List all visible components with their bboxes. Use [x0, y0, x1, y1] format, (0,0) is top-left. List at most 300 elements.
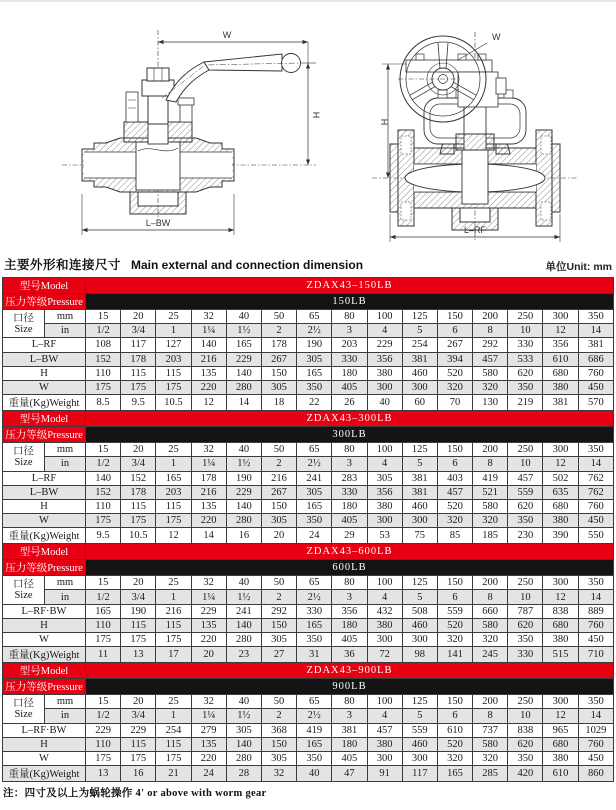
size-mm-cell: 65 — [297, 576, 332, 590]
size-mm-cell: 250 — [508, 695, 543, 709]
dim-value-cell: 75 — [402, 528, 437, 544]
dim-value-cell: 279 — [191, 723, 226, 737]
dim-value-cell: 403 — [437, 471, 472, 485]
size-in-cell: 8 — [473, 590, 508, 604]
size-in-cell: 2 — [261, 709, 296, 723]
dim-value-cell: 190 — [226, 471, 261, 485]
dim-value-cell: 280 — [226, 751, 261, 765]
dim-value-cell: 47 — [332, 766, 367, 782]
dim-value-cell: 110 — [86, 499, 121, 513]
dim-value-cell: 381 — [402, 485, 437, 499]
dim-value-cell: 216 — [156, 604, 191, 618]
size-label: 口径 Size — [3, 695, 45, 723]
size-mm-cell: 80 — [332, 310, 367, 324]
dim-value-cell: 457 — [367, 723, 402, 737]
dim-value-cell: 300 — [402, 514, 437, 528]
dim-value-cell: 70 — [437, 395, 472, 411]
dim-row-label: W — [3, 380, 86, 394]
size-mm-cell: 40 — [226, 695, 261, 709]
dim-value-cell: 305 — [261, 751, 296, 765]
dim-value-cell: 450 — [578, 380, 613, 394]
dim-value-cell: 280 — [226, 380, 261, 394]
dim-value-cell: 175 — [156, 514, 191, 528]
pressure-label: 压力等级Pressure — [3, 294, 86, 310]
dim-value-cell: 330 — [508, 647, 543, 663]
dim-value-cell: 241 — [226, 604, 261, 618]
dim-value-cell: 180 — [332, 618, 367, 632]
dim-value-cell: 457 — [473, 352, 508, 366]
dim-value-cell: 350 — [297, 514, 332, 528]
dim-value-cell: 26 — [332, 395, 367, 411]
unit-in-label: in — [45, 324, 86, 338]
size-in-cell: 1/2 — [86, 709, 121, 723]
dim-value-cell: 570 — [578, 395, 613, 411]
dim-value-cell: 305 — [297, 485, 332, 499]
dim-value-cell: 860 — [578, 766, 613, 782]
dim-value-cell: 11 — [86, 647, 121, 663]
dim-value-cell: 60 — [402, 395, 437, 411]
dim-value-cell: 18 — [261, 395, 296, 411]
dim-value-cell: 405 — [332, 514, 367, 528]
size-in-cell: 1 — [156, 324, 191, 338]
dim-value-cell: 178 — [261, 338, 296, 352]
dim-value-cell: 300 — [402, 633, 437, 647]
dim-value-cell: 229 — [226, 352, 261, 366]
dim-value-cell: 460 — [402, 366, 437, 380]
dim-value-cell: 635 — [543, 485, 578, 499]
dim-value-cell: 356 — [332, 604, 367, 618]
size-mm-cell: 20 — [121, 443, 156, 457]
size-mm-cell: 300 — [543, 695, 578, 709]
dim-value-cell: 180 — [332, 366, 367, 380]
dim-value-cell: 520 — [437, 366, 472, 380]
dim-value-cell: 559 — [508, 485, 543, 499]
dim-row-label: 重量(Kg)Weight — [3, 766, 86, 782]
size-in-cell: 2½ — [297, 457, 332, 471]
left-dim-label-h: H — [311, 111, 321, 119]
dim-value-cell: 521 — [473, 485, 508, 499]
dim-value-cell: 405 — [332, 633, 367, 647]
size-label: 口径 Size — [3, 576, 45, 604]
size-in-cell: 12 — [543, 324, 578, 338]
size-in-cell: 3/4 — [121, 457, 156, 471]
size-mm-cell: 20 — [121, 310, 156, 324]
size-in-cell: 2 — [261, 457, 296, 471]
dim-value-cell: 219 — [508, 395, 543, 411]
dim-value-cell: 405 — [332, 380, 367, 394]
dim-value-cell: 165 — [297, 366, 332, 380]
dim-value-cell: 300 — [367, 751, 402, 765]
dim-value-cell: 305 — [261, 514, 296, 528]
dim-value-cell: 115 — [156, 618, 191, 632]
dim-value-cell: 420 — [508, 766, 543, 782]
size-in-cell: 14 — [578, 324, 613, 338]
size-mm-cell: 25 — [156, 576, 191, 590]
dim-value-cell: 178 — [191, 471, 226, 485]
dim-value-cell: 380 — [543, 751, 578, 765]
dim-value-cell: 350 — [508, 633, 543, 647]
size-in-cell: 1½ — [226, 457, 261, 471]
dim-row-label: W — [3, 751, 86, 765]
dim-value-cell: 580 — [473, 366, 508, 380]
size-in-cell: 10 — [508, 709, 543, 723]
dim-value-cell: 300 — [367, 380, 402, 394]
dim-value-cell: 32 — [261, 766, 296, 782]
dim-value-cell: 175 — [156, 380, 191, 394]
size-in-cell: 1/2 — [86, 457, 121, 471]
size-mm-cell: 50 — [261, 695, 296, 709]
size-in-cell: 3 — [332, 709, 367, 723]
dim-value-cell: 680 — [543, 737, 578, 751]
size-mm-cell: 40 — [226, 576, 261, 590]
dim-value-cell: 760 — [578, 618, 613, 632]
dim-value-cell: 267 — [437, 338, 472, 352]
dim-row-label: H — [3, 366, 86, 380]
dim-value-cell: 98 — [402, 647, 437, 663]
dim-value-cell: 165 — [297, 618, 332, 632]
dim-value-cell: 165 — [226, 338, 261, 352]
dim-value-cell: 203 — [156, 485, 191, 499]
dim-value-cell: 165 — [297, 499, 332, 513]
dim-value-cell: 381 — [402, 352, 437, 366]
dim-value-cell: 17 — [156, 647, 191, 663]
dim-value-cell: 140 — [86, 471, 121, 485]
dim-value-cell: 91 — [367, 766, 402, 782]
size-in-cell: 5 — [402, 457, 437, 471]
dim-value-cell: 22 — [297, 395, 332, 411]
dim-value-cell: 190 — [297, 338, 332, 352]
size-mm-cell: 125 — [402, 310, 437, 324]
dim-value-cell: 216 — [261, 471, 296, 485]
size-mm-cell: 200 — [473, 695, 508, 709]
dim-value-cell: 141 — [437, 647, 472, 663]
size-in-cell: 1¼ — [191, 709, 226, 723]
dim-value-cell: 216 — [191, 485, 226, 499]
section-title-bar — [0, 254, 616, 277]
section-title-en: Main external and connection dimension — [131, 258, 364, 272]
dim-value-cell: 520 — [437, 737, 472, 751]
dim-value-cell: 140 — [226, 499, 261, 513]
dim-value-cell: 405 — [332, 751, 367, 765]
dim-value-cell: 320 — [437, 751, 472, 765]
dim-value-cell: 330 — [332, 485, 367, 499]
left-valve-drawing — [62, 30, 316, 235]
dim-value-cell: 368 — [261, 723, 296, 737]
size-in-cell: 5 — [402, 590, 437, 604]
dim-value-cell: 559 — [437, 604, 472, 618]
dim-value-cell: 356 — [367, 485, 402, 499]
dim-value-cell: 787 — [508, 604, 543, 618]
dim-value-cell: 140 — [191, 338, 226, 352]
dim-value-cell: 36 — [332, 647, 367, 663]
dim-value-cell: 175 — [156, 633, 191, 647]
dim-value-cell: 203 — [156, 352, 191, 366]
dim-value-cell: 838 — [508, 723, 543, 737]
size-in-cell: 1½ — [226, 590, 261, 604]
dim-value-cell: 580 — [473, 499, 508, 513]
dim-value-cell: 216 — [191, 352, 226, 366]
dim-value-cell: 9.5 — [121, 395, 156, 411]
model-value: ZDAX43–150LB — [86, 278, 614, 294]
size-in-cell: 1½ — [226, 324, 261, 338]
dim-row-label: 重量(Kg)Weight — [3, 528, 86, 544]
dim-value-cell: 115 — [121, 499, 156, 513]
size-in-cell: 10 — [508, 324, 543, 338]
dim-value-cell: 241 — [297, 471, 332, 485]
size-in-cell: 1¼ — [191, 324, 226, 338]
dim-value-cell: 457 — [437, 485, 472, 499]
model-label: 型号Model — [3, 278, 86, 294]
size-mm-cell: 200 — [473, 576, 508, 590]
size-in-cell: 1 — [156, 457, 191, 471]
size-mm-cell: 125 — [402, 695, 437, 709]
size-in-cell: 14 — [578, 590, 613, 604]
dim-value-cell: 450 — [578, 633, 613, 647]
dim-row-label: 重量(Kg)Weight — [3, 395, 86, 411]
size-in-cell: 2½ — [297, 709, 332, 723]
size-in-cell: 2 — [261, 324, 296, 338]
dim-value-cell: 8.5 — [86, 395, 121, 411]
dim-value-cell: 31 — [297, 647, 332, 663]
dim-value-cell: 380 — [367, 499, 402, 513]
dim-value-cell: 760 — [578, 366, 613, 380]
dim-value-cell: 502 — [543, 471, 578, 485]
dim-value-cell: 965 — [543, 723, 578, 737]
dim-value-cell: 305 — [367, 471, 402, 485]
dim-value-cell: 380 — [543, 380, 578, 394]
dim-value-cell: 1029 — [578, 723, 613, 737]
dim-row-label: L–BW — [3, 485, 86, 499]
size-in-cell: 3 — [332, 324, 367, 338]
dim-value-cell: 460 — [402, 499, 437, 513]
size-in-cell: 14 — [578, 457, 613, 471]
dim-value-cell: 620 — [508, 618, 543, 632]
pressure-label: 压力等级Pressure — [3, 427, 86, 443]
section-title — [4, 255, 363, 274]
dim-value-cell: 135 — [191, 366, 226, 380]
dim-value-cell: 180 — [332, 499, 367, 513]
dim-value-cell: 175 — [121, 633, 156, 647]
model-value: ZDAX43–900LB — [86, 663, 614, 679]
dim-value-cell: 150 — [261, 499, 296, 513]
size-mm-cell: 300 — [543, 576, 578, 590]
section-title-zh: 主要外形和连接尺寸 — [4, 258, 122, 272]
dim-value-cell: 350 — [508, 380, 543, 394]
dim-value-cell: 165 — [156, 471, 191, 485]
dim-value-cell: 460 — [402, 618, 437, 632]
unit-in-label: in — [45, 590, 86, 604]
dim-value-cell: 254 — [402, 338, 437, 352]
dim-row-label: H — [3, 499, 86, 513]
dim-value-cell: 305 — [261, 380, 296, 394]
dim-value-cell: 14 — [226, 395, 261, 411]
size-mm-cell: 80 — [332, 443, 367, 457]
dim-value-cell: 135 — [191, 618, 226, 632]
size-mm-cell: 65 — [297, 695, 332, 709]
pressure-label: 压力等级Pressure — [3, 679, 86, 695]
size-in-cell: 5 — [402, 324, 437, 338]
dim-value-cell: 165 — [86, 604, 121, 618]
dim-value-cell: 305 — [297, 352, 332, 366]
dim-value-cell: 16 — [121, 766, 156, 782]
dim-value-cell: 254 — [156, 723, 191, 737]
size-in-cell: 1/2 — [86, 324, 121, 338]
unit-in-label: in — [45, 709, 86, 723]
size-mm-cell: 25 — [156, 310, 191, 324]
size-in-cell: 14 — [578, 709, 613, 723]
size-mm-cell: 15 — [86, 695, 121, 709]
dim-value-cell: 12 — [156, 528, 191, 544]
dim-value-cell: 165 — [437, 766, 472, 782]
dim-value-cell: 320 — [473, 380, 508, 394]
size-in-cell: 2 — [261, 590, 296, 604]
dim-value-cell: 610 — [543, 352, 578, 366]
dim-value-cell: 280 — [226, 633, 261, 647]
dim-value-cell: 115 — [121, 366, 156, 380]
dim-value-cell: 515 — [543, 647, 578, 663]
dim-value-cell: 300 — [367, 633, 402, 647]
dim-value-cell: 229 — [226, 485, 261, 499]
dim-value-cell: 680 — [543, 499, 578, 513]
dim-value-cell: 175 — [121, 751, 156, 765]
size-mm-cell: 25 — [156, 443, 191, 457]
size-mm-cell: 350 — [578, 695, 613, 709]
dim-value-cell: 762 — [578, 471, 613, 485]
dim-value-cell: 559 — [402, 723, 437, 737]
dim-value-cell: 185 — [473, 528, 508, 544]
dim-value-cell: 245 — [473, 647, 508, 663]
size-mm-cell: 50 — [261, 443, 296, 457]
size-mm-cell: 32 — [191, 695, 226, 709]
dim-value-cell: 280 — [226, 514, 261, 528]
dim-value-cell: 13 — [121, 647, 156, 663]
dim-value-cell: 85 — [437, 528, 472, 544]
dim-value-cell: 29 — [332, 528, 367, 544]
dim-value-cell: 21 — [156, 766, 191, 782]
dim-value-cell: 178 — [121, 352, 156, 366]
dim-value-cell: 580 — [473, 737, 508, 751]
dim-value-cell: 14 — [191, 528, 226, 544]
size-in-cell: 1¼ — [191, 590, 226, 604]
model-value: ZDAX43–300LB — [86, 411, 614, 427]
dim-value-cell: 305 — [261, 633, 296, 647]
dim-value-cell: 20 — [191, 647, 226, 663]
dimension-tables — [2, 277, 614, 782]
dim-value-cell: 330 — [297, 604, 332, 618]
dim-value-cell: 40 — [367, 395, 402, 411]
dim-value-cell: 175 — [86, 751, 121, 765]
dim-value-cell: 135 — [191, 737, 226, 751]
size-mm-cell: 100 — [367, 443, 402, 457]
size-in-cell: 4 — [367, 457, 402, 471]
dim-row-label: L–RF — [3, 338, 86, 352]
size-in-cell: 10 — [508, 457, 543, 471]
dim-value-cell: 10.5 — [121, 528, 156, 544]
model-label: 型号Model — [3, 411, 86, 427]
size-in-cell: 6 — [437, 590, 472, 604]
size-in-cell: 8 — [473, 709, 508, 723]
dim-value-cell: 175 — [156, 751, 191, 765]
dim-value-cell: 267 — [261, 352, 296, 366]
size-label: 口径 Size — [3, 443, 45, 471]
size-mm-cell: 150 — [437, 310, 472, 324]
dim-value-cell: 53 — [367, 528, 402, 544]
dim-value-cell: 190 — [121, 604, 156, 618]
dim-value-cell: 320 — [437, 514, 472, 528]
size-mm-cell: 32 — [191, 310, 226, 324]
dim-row-label: H — [3, 618, 86, 632]
dim-value-cell: 23 — [226, 647, 261, 663]
dim-value-cell: 115 — [156, 499, 191, 513]
size-mm-cell: 300 — [543, 443, 578, 457]
dim-value-cell: 350 — [508, 751, 543, 765]
dim-value-cell: 152 — [86, 485, 121, 499]
dim-value-cell: 460 — [402, 737, 437, 751]
dim-value-cell: 419 — [297, 723, 332, 737]
dim-value-cell: 135 — [191, 499, 226, 513]
dim-value-cell: 140 — [226, 366, 261, 380]
dim-value-cell: 620 — [508, 737, 543, 751]
size-mm-cell: 150 — [437, 695, 472, 709]
size-mm-cell: 150 — [437, 443, 472, 457]
dim-value-cell: 381 — [332, 723, 367, 737]
dim-value-cell: 320 — [437, 380, 472, 394]
dim-value-cell: 300 — [402, 751, 437, 765]
dimension-table-4 — [2, 662, 614, 782]
dim-value-cell: 350 — [508, 514, 543, 528]
dim-value-cell: 419 — [473, 471, 508, 485]
size-mm-cell: 250 — [508, 310, 543, 324]
dim-value-cell: 300 — [402, 380, 437, 394]
pressure-value: 900LB — [86, 679, 614, 695]
dim-value-cell: 285 — [473, 766, 508, 782]
dim-value-cell: 305 — [226, 723, 261, 737]
dim-value-cell: 320 — [473, 633, 508, 647]
size-mm-cell: 350 — [578, 576, 613, 590]
model-label: 型号Model — [3, 544, 86, 560]
dim-value-cell: 292 — [261, 604, 296, 618]
size-in-cell: 12 — [543, 457, 578, 471]
size-in-cell: 3 — [332, 590, 367, 604]
dim-value-cell: 390 — [543, 528, 578, 544]
dim-value-cell: 72 — [367, 647, 402, 663]
dim-value-cell: 520 — [437, 499, 472, 513]
dim-value-cell: 380 — [543, 633, 578, 647]
dim-value-cell: 152 — [121, 471, 156, 485]
dim-value-cell: 508 — [402, 604, 437, 618]
right-valve-drawing — [372, 32, 578, 242]
dim-value-cell: 175 — [121, 380, 156, 394]
dim-value-cell: 686 — [578, 352, 613, 366]
dim-value-cell: 9.5 — [86, 528, 121, 544]
dim-value-cell: 620 — [508, 366, 543, 380]
dim-value-cell: 175 — [86, 514, 121, 528]
dimension-table-1 — [2, 277, 614, 411]
dim-value-cell: 140 — [226, 737, 261, 751]
size-in-cell: 1 — [156, 709, 191, 723]
valve-drawings-svg — [0, 2, 616, 252]
dim-value-cell: 457 — [508, 471, 543, 485]
size-mm-cell: 50 — [261, 310, 296, 324]
dim-value-cell: 175 — [86, 633, 121, 647]
size-mm-cell: 150 — [437, 576, 472, 590]
dim-value-cell: 320 — [473, 751, 508, 765]
dim-value-cell: 220 — [191, 380, 226, 394]
dim-value-cell: 381 — [402, 471, 437, 485]
dim-value-cell: 533 — [508, 352, 543, 366]
dim-value-cell: 115 — [156, 737, 191, 751]
dim-value-cell: 450 — [578, 514, 613, 528]
